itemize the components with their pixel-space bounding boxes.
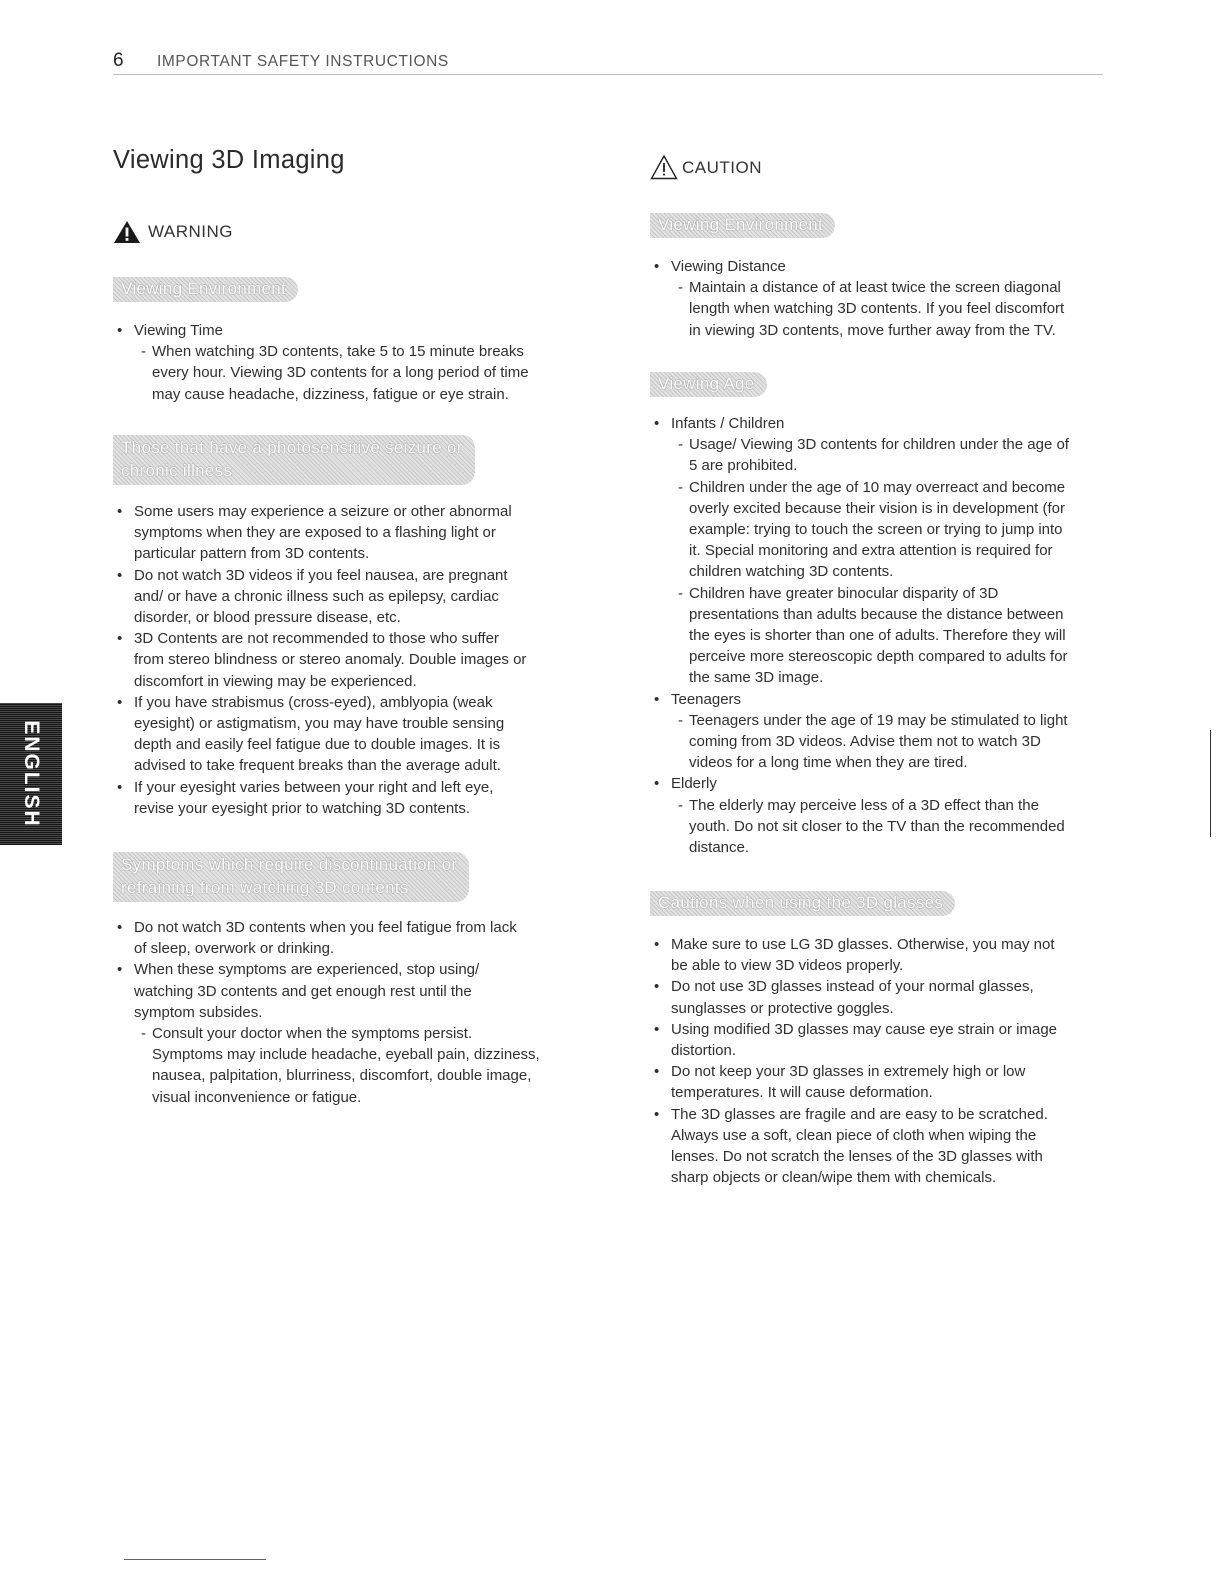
list-item: • Using modified 3D glasses may cause eye strain or image distortion. — [650, 1019, 1140, 1061]
section-body — [650, 413, 1140, 858]
edge-marker — [1210, 730, 1211, 837]
list-item: - Consult your doctor when the symptoms persist. Symptoms may include headache, eyeball pain, dizziness, nausea, palpitation, blurriness, discomfort, double image, visual inconvenience or fatigue. — [113, 1023, 613, 1108]
list-item: • Elderly — [650, 773, 1140, 794]
caution-triangle-icon — [650, 154, 678, 180]
list-item: - Children have greater binocular disparity of 3D presentations than adults because the distance between the eyes is shorter than one of adults. Therefore they will perceive more stereoscopic depth compared to adults for the same 3D image. — [650, 583, 1140, 689]
list-item: • 3D Contents are not recommended to those who suffer from stereo blindness or stereo anomaly. Double images or discomfort in viewing may be experienced. — [113, 628, 613, 692]
list-item: • When these symptoms are experienced, stop using/ watching 3D contents and get enough rest until the symptom subsides. — [113, 959, 613, 1023]
section-body — [650, 256, 1140, 341]
list-item: - Usage/ Viewing 3D contents for children under the age of 5 are prohibited. — [650, 434, 1140, 476]
header-title: IMPORTANT SAFETY INSTRUCTIONS — [157, 53, 449, 70]
list-item: • Do not use 3D glasses instead of your normal glasses, sunglasses or protective goggles. — [650, 976, 1140, 1018]
list-item: • If you have strabismus (cross-eyed), amblyopia (weak eyesight) or astigmatism, you may have trouble sensing depth and easily feel fatigue due to double images. It is advised to take frequent breaks than the average adult. — [113, 692, 613, 777]
section-body — [650, 934, 1140, 1188]
section-heading: Viewing Age — [650, 372, 767, 397]
list-item: • Some users may experience a seizure or other abnormal symptoms when they are exposed to a flashing light or particular pattern from 3D contents. — [113, 501, 613, 565]
warning-label: WARNING — [148, 222, 234, 241]
section-body — [113, 501, 613, 819]
list-item: • Viewing Time — [113, 320, 613, 341]
page-title: Viewing 3D Imaging — [113, 146, 345, 174]
list-item: • The 3D glasses are fragile and are easy to be scratched. Always use a soft, clean piece of cloth when wiping the lenses. Do not scratch the lenses of the 3D glasses with sharp objects or clean/wipe them with chemicals. — [650, 1104, 1140, 1189]
list-item: • Do not watch 3D videos if you feel nausea, are pregnant and/ or have a chronic illness such as epilepsy, cardiac disorder, or blood pressure disease, etc. — [113, 565, 613, 629]
page-number: 6 — [113, 50, 124, 71]
list-item: - When watching 3D contents, take 5 to 15 minute breaks every hour. Viewing 3D contents for a long period of time may cause headache, dizziness, fatigue or eye strain. — [113, 341, 613, 405]
list-item: • If your eyesight varies between your right and left eye, revise your eyesight prior to watching 3D contents. — [113, 777, 613, 819]
list-item: • Viewing Distance — [650, 256, 1140, 277]
section-heading: Symptoms which require discontinuation or refraining from watching 3D contents — [113, 852, 469, 902]
list-item: • Do not watch 3D contents when you feel fatigue from lack of sleep, overwork or drinking. — [113, 917, 613, 959]
list-item: - Children under the age of 10 may overreact and become overly excited because their vision is in development (for example: trying to touch the screen or trying to jump into it. Special monitoring and extra attention is required for children watching 3D contents. — [650, 477, 1140, 583]
list-item: • Do not keep your 3D glasses in extremely high or low temperatures. It will cause deformation. — [650, 1061, 1140, 1103]
section-body — [113, 320, 613, 405]
section-heading: Viewing Environment — [650, 213, 835, 238]
caution-label: CAUTION — [682, 158, 762, 177]
list-item: - The elderly may perceive less of a 3D effect than the youth. Do not sit closer to the TV than the recommended distance. — [650, 795, 1140, 859]
section-body — [113, 917, 613, 1108]
language-tab-label: ENGLISH — [20, 720, 43, 828]
list-item: • Make sure to use LG 3D glasses. Otherwise, you may not be able to view 3D videos properly. — [650, 934, 1140, 976]
list-item: • Teenagers — [650, 689, 1140, 710]
page-header — [113, 50, 1103, 75]
list-item: - Maintain a distance of at least twice the screen diagonal length when watching 3D contents. If you feel discomfort in viewing 3D contents, move further away from the TV. — [650, 277, 1140, 341]
section-heading: Cautions when using the 3D glasses — [650, 891, 955, 916]
section-heading: Those that have a photosensitive seizure or chronic illness — [113, 435, 475, 485]
list-item: • Infants / Children — [650, 413, 1140, 434]
footer-rule — [124, 1559, 266, 1560]
list-item: - Teenagers under the age of 19 may be stimulated to light coming from 3D videos. Advise them not to watch 3D videos for a long time when they are tired. — [650, 710, 1140, 774]
warning-triangle-icon — [113, 220, 141, 244]
language-tab — [0, 703, 62, 845]
section-heading: Viewing Environment — [113, 277, 298, 302]
